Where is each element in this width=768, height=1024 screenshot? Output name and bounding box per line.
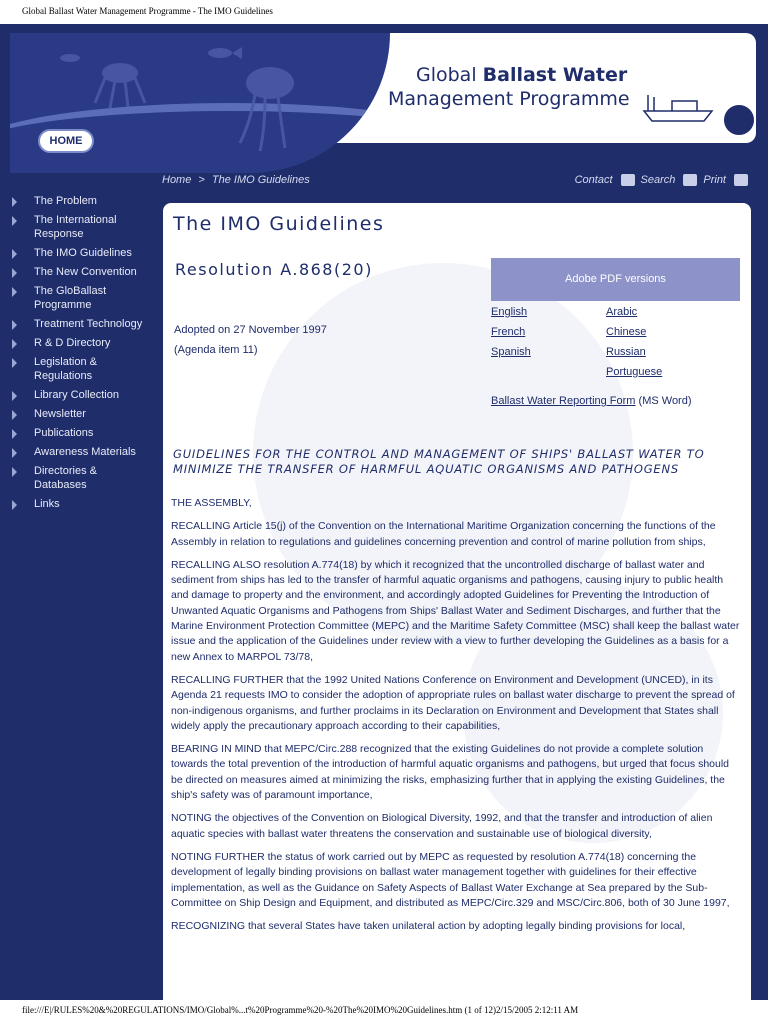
sidebar-item-library-collection[interactable] (0, 388, 158, 402)
reporting-form-link[interactable]: Ballast Water Reporting Form (491, 395, 636, 407)
search-link[interactable]: Search (640, 174, 676, 186)
sidebar-item-label: R & D Directory (34, 337, 111, 349)
pdf-link-english[interactable]: English (491, 306, 528, 318)
sidebar-item-label: The New Convention (34, 266, 137, 278)
print-link[interactable]: Print (703, 174, 726, 186)
bullet-icon (12, 216, 17, 226)
reporting-form-line (491, 395, 692, 407)
agenda-item: (Agenda item 11) (174, 344, 258, 356)
paragraph: RECALLING Article 15(j) of the Convention on the International Maritime Organization concerning the functions of the Assembly in relation to regulations and guidelines concerning prevention and control of marine pollution from ships, (171, 520, 716, 548)
bullet-icon (12, 500, 17, 510)
bullet-icon (12, 429, 17, 439)
sidebar-item-imo-guidelines[interactable] (0, 246, 158, 260)
sidebar-item-label: The Problem (34, 195, 97, 207)
pdf-link-russian[interactable]: Russian (606, 346, 646, 358)
sidebar-item-links[interactable] (0, 497, 158, 511)
breadcrumb (162, 174, 314, 186)
sidebar-item-globallast-programme[interactable] (0, 284, 158, 312)
sidebar-nav (0, 194, 158, 516)
sidebar-item-rd-directory[interactable] (0, 336, 158, 350)
bullet-icon (12, 339, 17, 349)
print-header-text: Global Ballast Water Management Programme - The IMO Guidelines (22, 6, 273, 16)
sidebar-item-the-problem[interactable] (0, 194, 158, 208)
paragraph: RECOGNIZING that several States have taken unilateral action by adopting legally binding provisions for local, (171, 920, 686, 933)
sidebar-item-international-response[interactable] (0, 213, 158, 241)
print-footer (0, 1000, 768, 1024)
bullet-icon (12, 287, 17, 297)
paragraph: NOTING FURTHER the status of work carried out by MEPC as requested by resolution A.774(18) concerning the development of legally binding provisions on ballast water management together with guidelines for their effective implementation, as well as the Guidance on Safety Aspects of Ballast Water Exchange at Sea prepared by the Sub-Committee on Ship Design and Equipment, and distributed as MEPC/Circ.329 and MSC/Circ.806, both of 30 June 1997, (171, 850, 730, 909)
sidebar-item-newsletter[interactable] (0, 407, 158, 421)
banner-title-prefix: Global (416, 64, 483, 86)
pdf-links (491, 304, 740, 378)
sidebar-item-publications[interactable] (0, 426, 158, 440)
bullet-icon (12, 391, 17, 401)
breadcrumb-current: The IMO Guidelines (211, 174, 310, 186)
pdf-versions-header: Adobe PDF versions (491, 258, 740, 301)
breadcrumb-home[interactable]: Home (162, 174, 192, 186)
banner-title (388, 63, 630, 111)
sidebar-item-label: Library Collection (34, 389, 119, 401)
page-title: The IMO Guidelines (173, 213, 385, 235)
banner-title-bold: Ballast Water (482, 64, 628, 86)
sidebar-item-label: Directories & Databases (34, 465, 97, 491)
sidebar-item-new-convention[interactable] (0, 265, 158, 279)
contact-link[interactable]: Contact (574, 174, 613, 186)
pdf-link-arabic[interactable]: Arabic (606, 306, 638, 318)
print-header (0, 0, 768, 24)
paragraph: THE ASSEMBLY, (171, 497, 252, 509)
resolution-body (171, 496, 741, 942)
bullet-icon (12, 410, 17, 420)
paragraph: NOTING the objectives of the Convention on Biological Diversity, 1992, and that the transfer and introduction of alien aquatic species with ballast water threatens the conservation and sustainable use of biological diversity, (171, 812, 713, 840)
banner (10, 33, 756, 173)
ship-icon (642, 91, 722, 125)
print-footer-text: file:///E|/RULES%20&%20REGULATIONS/IMO/Global%...t%20Programme%20-%20The%20IMO%20Guidelines.htm (1 of 12)2/15/2005 2:12:11 AM (22, 1005, 579, 1015)
bullet-icon (12, 467, 17, 477)
guidelines-heading: GUIDELINES FOR THE CONTROL AND MANAGEMENT OF SHIPS' BALLAST WATER TO MINIMIZE THE TRANSFER OF HARMFUL AQUATIC ORGANISMS AND PATHOGENS (173, 447, 705, 476)
toolbar (575, 174, 748, 186)
breadcrumb-separator: > (198, 174, 205, 186)
sidebar-item-label: Treatment Technology (34, 318, 143, 330)
imo-logo-icon (722, 103, 756, 137)
sidebar-item-label: The GloBallast Programme (34, 285, 107, 311)
bullet-icon (12, 358, 17, 368)
adopted-date: Adopted on 27 November 1997 (174, 324, 327, 336)
print-icon[interactable] (734, 174, 748, 186)
sidebar-item-treatment-technology[interactable] (0, 317, 158, 331)
bullet-icon (12, 268, 17, 278)
sidebar-item-label: Newsletter (34, 408, 86, 420)
sidebar-item-directories[interactable] (0, 464, 158, 492)
bullet-icon (12, 249, 17, 259)
bullet-icon (12, 320, 17, 330)
paragraph: RECALLING ALSO resolution A.774(18) by which it recognized that the uncontrolled discharge of ballast water and sediment from ships has led to the transfer of harmful aquatic organisms and pathogens, causing injury to public health and damage to property and the environment, and accordingly adopted Guidelines for Preventing the Introduction of Unwanted Aquatic Organisms and Pathogens from Ships' Ballast Water and Sediment Discharges, and further that the Marine Environment Protection Committee (MEPC) and the Maritime Safety Committee (MSC) shall keep the ballast water issue and the application of the Guidelines under review with a view to further developing the Guidelines as a basis for a new Annex to MARPOL 73/78, (171, 558, 740, 663)
page-frame (0, 24, 768, 1000)
pdf-link-chinese[interactable]: Chinese (606, 326, 647, 338)
sidebar-item-label: Awareness Materials (34, 446, 136, 458)
pdf-link-spanish[interactable]: Spanish (491, 346, 531, 358)
paragraph: RECALLING FURTHER that the 1992 United Nations Conference on Environment and Development (UNCED), in its Agenda 21 requests IMO to consider the adoption of appropriate rules on ballast water discharge to prevent the spread of non-indigenous organisms, and further proclaims in its Declaration on Environment and Development that States shall widely apply the precautionary approach according to their capabilities, (171, 673, 735, 732)
banner-title-line2: Management Programme (388, 88, 630, 110)
pdf-link-portuguese[interactable]: Portuguese (606, 366, 663, 378)
content-panel (163, 203, 751, 1000)
sidebar-item-awareness-materials[interactable] (0, 445, 158, 459)
contact-icon[interactable] (621, 174, 635, 186)
search-icon[interactable] (683, 174, 697, 186)
pdf-link-french[interactable]: French (491, 326, 526, 338)
home-button[interactable]: HOME (38, 129, 94, 153)
sidebar-item-label: Publications (34, 427, 94, 439)
sidebar-item-label: Legislation & Regulations (34, 356, 97, 382)
sidebar-item-label: The International Response (34, 214, 117, 240)
sidebar-item-legislation[interactable] (0, 355, 158, 383)
bullet-icon (12, 448, 17, 458)
sidebar-item-label: Links (34, 498, 60, 510)
sidebar-item-label: The IMO Guidelines (34, 247, 132, 259)
reporting-form-format: (MS Word) (635, 395, 692, 407)
paragraph: BEARING IN MIND that MEPC/Circ.288 recognized that the existing Guidelines do not provide a complete solution towards the total prevention of the introduction of harmful aquatic organisms and pathogens, but urged that focus should be directed on measures aimed at minimizing the risks, emphasizing further that in applying the existing Guidelines, the ship's safety was of paramount importance, (171, 743, 730, 802)
bullet-icon (12, 197, 17, 207)
resolution-heading: Resolution A.868(20) (175, 260, 373, 279)
